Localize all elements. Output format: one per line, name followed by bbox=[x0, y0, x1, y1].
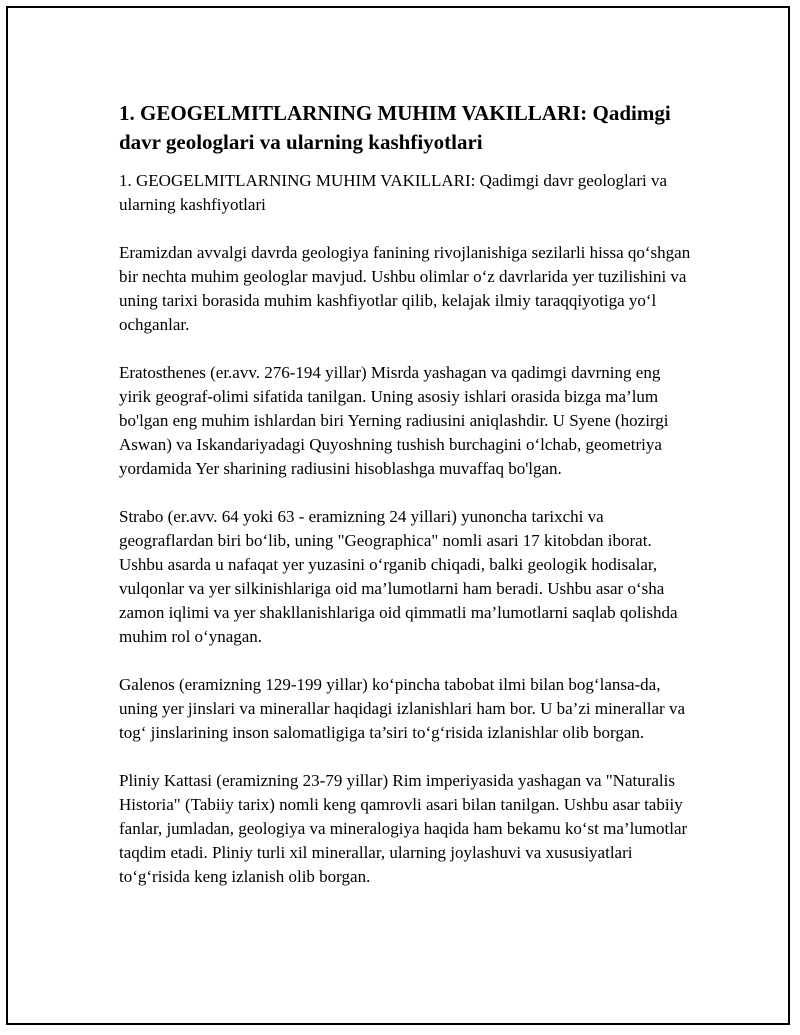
paragraph-galenos: Galenos (eramizning 129-199 yillar) ko‘pincha tabobat ilmi bilan bog‘lansa-da, uning yer jinslari va minerallar haqidagi izlanishlari ham bor. U ba’zi minerallar va tog‘ jinslarining inson salomatligiga ta’siri to‘g‘risida izlanishlar olib borgan. bbox=[119, 675, 685, 742]
paragraph-eratosthenes: Eratosthenes (er.avv. 276-194 yillar) Misrda yashagan va qadimgi davrning eng yirik geograf-olimi sifatida tanilgan. Uning asosiy ishlari orasida bizga ma’lum bo'lgan eng muhim ishlardan biri Yerning radiusini aniqlashdir. U Syene (hozirgi Aswan) va Iskandariyadagi Quyoshning tushish burchagini o‘lchab, geometriya yordamida Yer sharining radiusini hisoblashga muvaffaq bo'lgan. bbox=[119, 363, 669, 478]
paragraph-pliniy: Pliniy Kattasi (eramizning 23-79 yillar) Rim imperiyasida yashagan va "Naturalis Historia" (Tabiiy tarix) nomli keng qamrovli asari bilan tanilgan. Ushbu asar tabiiy fanlar, jumladan, geologiya va mineralogiya haqida ham bekamu ko‘st ma’lumotlar taqdim etadi. Pliniy turli xil minerallar, ularning joylashuvi va xususiyatlari to‘g‘risida keng izlanish olib borgan. bbox=[119, 771, 688, 886]
paragraph-strabo: Strabo (er.avv. 64 yoki 63 - eramizning 24 yillari) yunoncha tarixchi va geograflardan biri bo‘lib, uning "Geographica" nomli asari 17 kitobdan iborat. Ushbu asarda u nafaqat yer yuzasini o‘rganib chiqadi, balki geologik hodisalar, vulqonlar va yer silkinishlariga oid ma’lumotlarni ham beradi. Ushbu asar o‘sha zamon iqlimi va yer shakllanishlariga oid qimmatli ma’lumotlarni saqlab qolishda muhim rol o‘ynagan. bbox=[119, 507, 678, 646]
document-content bbox=[119, 99, 694, 889]
paragraph-intro: Eramizdan avvalgi davrda geologiya fanining rivojlanishiga sezilarli hissa qo‘shgan bir nechta muhim geologlar mavjud. Ushbu olimlar o‘z davrlarida yer tuzilishini va uning tarixi borasida muhim kashfiyotlar qilib, kelajak ilmiy taraqqiyotiga yo‘l ochganlar. bbox=[119, 243, 691, 334]
document-page bbox=[6, 6, 790, 1025]
document-title: 1. GEOGELMITLARNING MUHIM VAKILLARI: Qadimgi davr geologlari va ularning kashfiyotlari bbox=[119, 101, 671, 154]
document-subtitle: 1. GEOGELMITLARNING MUHIM VAKILLARI: Qadimgi davr geologlari va ularning kashfiyotlari bbox=[119, 171, 668, 214]
